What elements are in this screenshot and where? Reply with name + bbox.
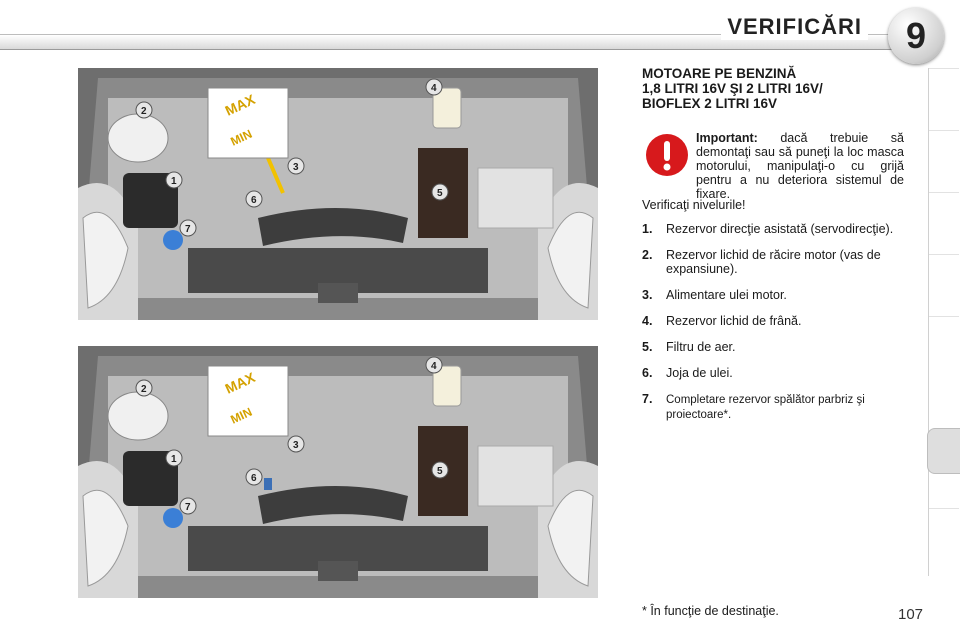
item-number: 1. — [642, 222, 653, 236]
page-header — [0, 0, 960, 60]
section-heading — [642, 66, 902, 111]
callout-1: 1 — [171, 454, 177, 465]
callout-5: 5 — [437, 466, 443, 477]
page-number: 107 — [898, 606, 924, 623]
chapter-side-tabs — [928, 68, 960, 576]
list-item — [642, 366, 912, 380]
callout-7: 7 — [185, 502, 191, 513]
item-text: Filtru de aer. — [666, 340, 736, 354]
side-tab-active — [927, 428, 960, 474]
item-number: 5. — [642, 340, 653, 354]
side-tab — [929, 68, 959, 129]
side-tab — [929, 130, 959, 191]
item-number: 7. — [642, 392, 653, 406]
important-note — [696, 131, 904, 201]
list-item — [642, 248, 912, 276]
callout-1: 1 — [171, 176, 177, 187]
chapter-number: 9 — [905, 15, 927, 56]
item-text: Alimentare ulei motor. — [666, 288, 787, 302]
item-number: 6. — [642, 366, 653, 380]
list-item — [642, 222, 912, 236]
callout-6: 6 — [251, 473, 257, 484]
side-tab — [929, 508, 959, 569]
gauge-min-label: MIN — [228, 126, 255, 149]
list-item — [642, 392, 912, 422]
callout-2: 2 — [141, 106, 147, 117]
engine-illustration-bottom — [78, 346, 598, 598]
intro-text: Verificaţi nivelurile! — [642, 198, 746, 212]
callout-6: 6 — [251, 195, 257, 206]
item-text: Joja de ulei. — [666, 366, 733, 380]
chapter-number-badge — [888, 8, 944, 64]
item-text: Completare rezervor spălător parbriz şi proiectoare*. — [666, 394, 865, 421]
important-label: Important: — [696, 131, 758, 145]
heading-line: BIOFLEX 2 LITRI 16V — [642, 96, 778, 111]
callout-2: 2 — [141, 384, 147, 395]
callout-4: 4 — [431, 83, 437, 94]
item-number: 2. — [642, 248, 653, 262]
list-item — [642, 288, 912, 302]
callout-3: 3 — [293, 162, 299, 173]
callout-5: 5 — [437, 188, 443, 199]
callout-3: 3 — [293, 440, 299, 451]
list-item — [642, 340, 912, 354]
footnote: * În funcţie de destinaţie. — [642, 604, 779, 618]
warning-icon — [646, 134, 688, 176]
check-list — [642, 222, 912, 434]
callout-7: 7 — [185, 224, 191, 235]
item-text: Rezervor lichid de răcire motor (vas de expansiune). — [666, 248, 881, 276]
side-tab — [929, 192, 959, 253]
chapter-title: VERIFICĂRI — [721, 14, 868, 40]
heading-line: MOTOARE PE BENZINĂ — [642, 66, 797, 81]
item-text: Rezervor direcţie asistată (servodirecţie). — [666, 222, 894, 236]
important-text: dacă trebuie să demontaţi sau să puneţi la loc masca motorului, manipulaţi-o cu grijă pentru a nu deteriora sistemul de fixare. — [696, 131, 904, 201]
side-tab — [929, 316, 959, 377]
list-item — [642, 314, 912, 328]
side-tab — [929, 254, 959, 315]
item-text: Rezervor lichid de frână. — [666, 314, 802, 328]
gauge-min-label: MIN — [228, 404, 255, 427]
item-number: 4. — [642, 314, 653, 328]
heading-line: 1,8 LITRI 16V ŞI 2 LITRI 16V/ — [642, 81, 823, 96]
gauge-max-label: MAX — [222, 91, 258, 119]
callout-4: 4 — [431, 361, 437, 372]
engine-illustration-top — [78, 68, 598, 320]
gauge-max-label: MAX — [222, 369, 258, 397]
item-number: 3. — [642, 288, 653, 302]
